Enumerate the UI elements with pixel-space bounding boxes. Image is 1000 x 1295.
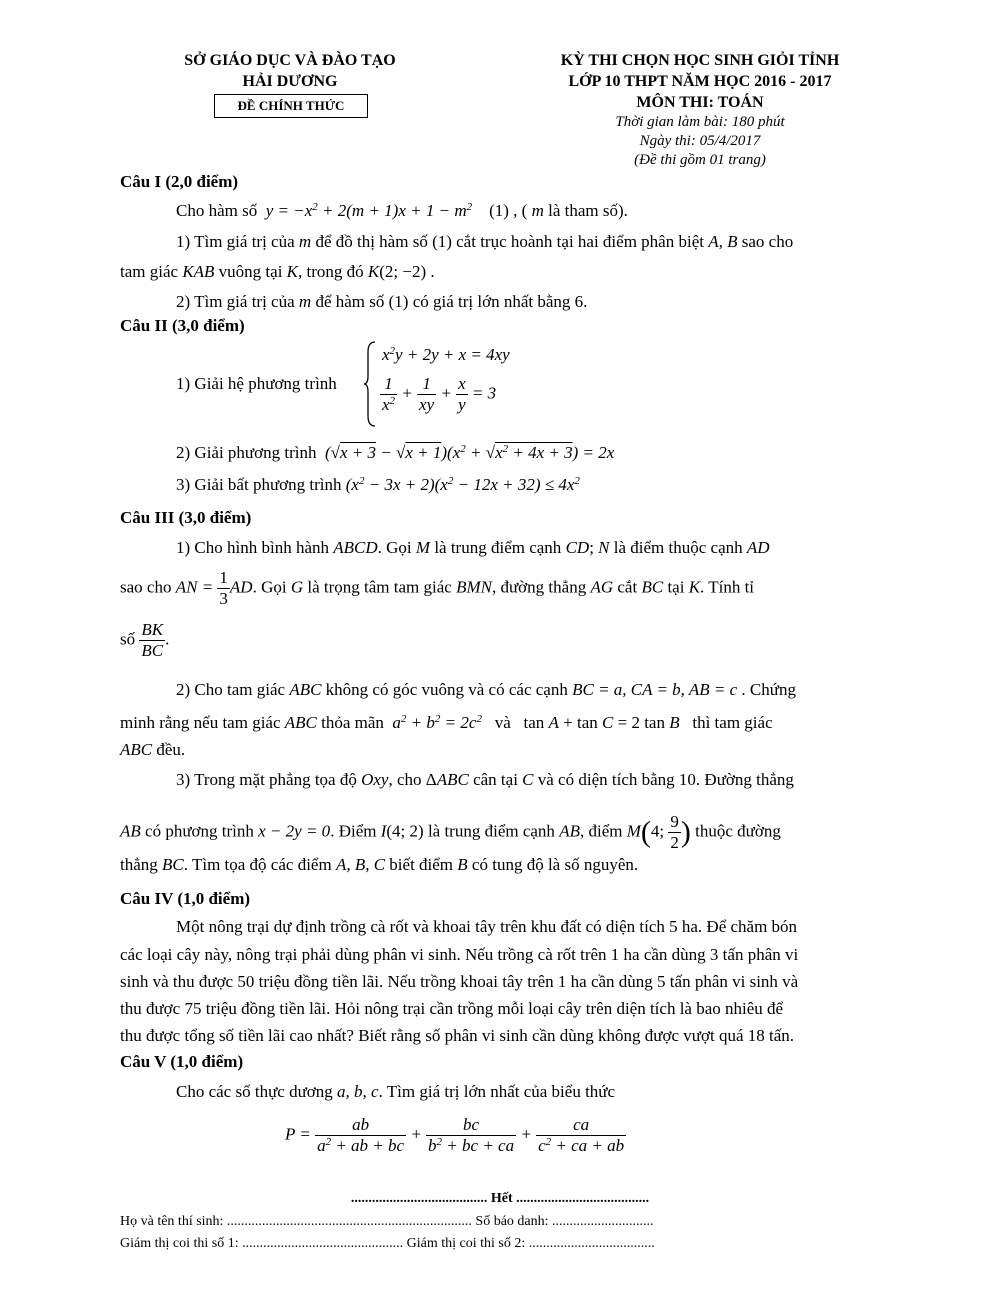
official-badge: ĐỀ CHÍNH THỨC <box>214 94 368 118</box>
exam-title: KỲ THI CHỌN HỌC SINH GIỎI TỈNH <box>560 52 840 69</box>
q1-heading: Câu I (2,0 điểm) <box>120 172 239 191</box>
q3-part3-line3: thẳng BC. Tìm tọa độ các điểm A, B, C biết điểm B có tung độ là số nguyên. <box>120 855 639 874</box>
system-eq2: $\frac{1}{x^2}$ + $\frac{1}{xy}$ + $\frac{x}{y}$ = 3 <box>382 374 497 414</box>
q4-line3: sinh và thu được 50 triệu đồng tiền lãi. Nếu trồng khoai tây trên 1 ha cần dùng 5 tấn phân vi sinh và <box>120 972 799 991</box>
q2-part3: 3) Giải bất phương trình $(x^2 - 3x + 2)(x^2 - 12x + 32) \le 4x^2$ <box>176 475 580 494</box>
q4-line4: thu được 75 triệu đồng tiền lãi. Hỏi nông trại cần trồng mỗi loại cây trên diện tích là bao nhiêu để <box>120 999 784 1018</box>
end-marker: ....................................... Hết ...................................... <box>350 1191 650 1206</box>
q4-line2: các loại cây này, nông trại phải dùng phân vi sinh. Nếu trồng cà rốt trên 1 ha cần dùng 3 tấn phân vi <box>120 945 799 964</box>
system-eq1: $x^2y + 2y + x = 4xy$ <box>382 345 510 364</box>
q3-part1-line1: 1) Cho hình bình hành ABCD. Gọi M là trung điểm cạnh CD; N là điểm thuộc cạnh AD <box>176 538 770 557</box>
proctor-info: Giám thị coi thi số 1: .............................................. Giám thị coi thi số 2: .................................... <box>120 1236 655 1251</box>
dept-name <box>150 50 430 92</box>
q2-heading: Câu II (3,0 điểm) <box>120 316 245 335</box>
q1-intro: Cho hàm số $y = -x^2 + 2(m + 1)x + 1 - m^2$ (1) , ( m là tham số). <box>176 201 628 220</box>
q4-line5: thu được tổng số tiền lãi cao nhất? Biết rằng số phân vi sinh cần dùng không được vượt quá 18 tấn. <box>120 1026 795 1045</box>
q3-part2-line1: 2) Cho tam giác ABC không có góc vuông và có các cạnh BC = a, CA = b, AB = c . Chứng <box>176 680 796 699</box>
q3-part1-line3: số $\frac{BK}{BC}$ . <box>120 620 170 660</box>
candidate-info: Họ và tên thí sinh: ...................................................................... Số báo danh: ............................. <box>120 1214 654 1229</box>
q5-line1: Cho các số thực dương a, b, c. Tìm giá trị lớn nhất của biểu thức <box>176 1082 616 1101</box>
dept-line-1: SỞ GIÁO DỤC VÀ ĐÀO TẠO <box>184 52 396 69</box>
q5-heading: Câu V (1,0 điểm) <box>120 1052 244 1071</box>
q3-part3-line1: 3) Trong mặt phẳng tọa độ Oxy, cho ΔABC cân tại C và có diện tích bằng 10. Đường thẳng <box>176 770 794 789</box>
system-brace <box>362 340 378 428</box>
q2-part1-label: 1) Giải hệ phương trình <box>176 374 337 393</box>
q5-expression: P = $\frac{ab}{a^2 + ab + bc}$ + $\frac{bc}{b^2 + bc + ca}$ + $\frac{ca}{c^2 + ca + ab}$ <box>285 1115 625 1155</box>
exam-pages: (Đề thi gồm 01 trang) <box>634 152 766 168</box>
q1-part2: 2) Tìm giá trị của m để hàm số (1) có giá trị lớn nhất bằng 6. <box>176 292 588 311</box>
exam-info <box>520 50 880 170</box>
exam-grade: LỚP 10 THPT NĂM HỌC 2016 - 2017 <box>568 73 832 90</box>
q3-heading: Câu III (3,0 điểm) <box>120 508 252 527</box>
q1-part1-line1: 1) Tìm giá trị của m để đồ thị hàm số (1) cắt trục hoành tại hai điểm phân biệt A, B sao cho <box>176 232 794 251</box>
exam-time: Thời gian làm bài: 180 phút <box>615 114 785 130</box>
exam-subject: MÔN THI: TOÁN <box>636 94 764 111</box>
q1-part1-line2: tam giác KAB vuông tại K, trong đó K(2; −2) . <box>120 262 435 281</box>
q2-part2: 2) Giải phương trình $(√x + 3 - √x + 1)(x^2 + √x^2 + 4x + 3) = 2x$ <box>176 443 615 462</box>
exam-date: Ngày thi: 05/4/2017 <box>639 133 761 149</box>
q4-line1: Một nông trại dự định trồng cà rốt và khoai tây trên khu đất có diện tích 5 ha. Để chăm bón <box>176 917 798 936</box>
q3-part3-line2: AB có phương trình x − 2y = 0. Điểm I(4; 2) là trung điểm cạnh AB, điểm M(4; $\frac{9}{2}$ ) thuộc đường <box>120 812 781 852</box>
q4-heading: Câu IV (1,0 điểm) <box>120 889 251 908</box>
dept-line-2: HẢI DƯƠNG <box>242 73 338 90</box>
q3-part2-line2: minh rằng nếu tam giác ABC thỏa mãn $a^2 + b^2 = 2c^2$ và tan A + tan C = 2 tan B thì tam giác <box>120 713 773 732</box>
q3-part2-line3: ABC đều. <box>120 740 186 759</box>
q3-part1-line2: sao cho AN = $\frac{1}{3}$ AD. Gọi G là trọng tâm tam giác BMN, đường thẳng AG cắt BC tại K. Tính tỉ <box>120 568 755 608</box>
